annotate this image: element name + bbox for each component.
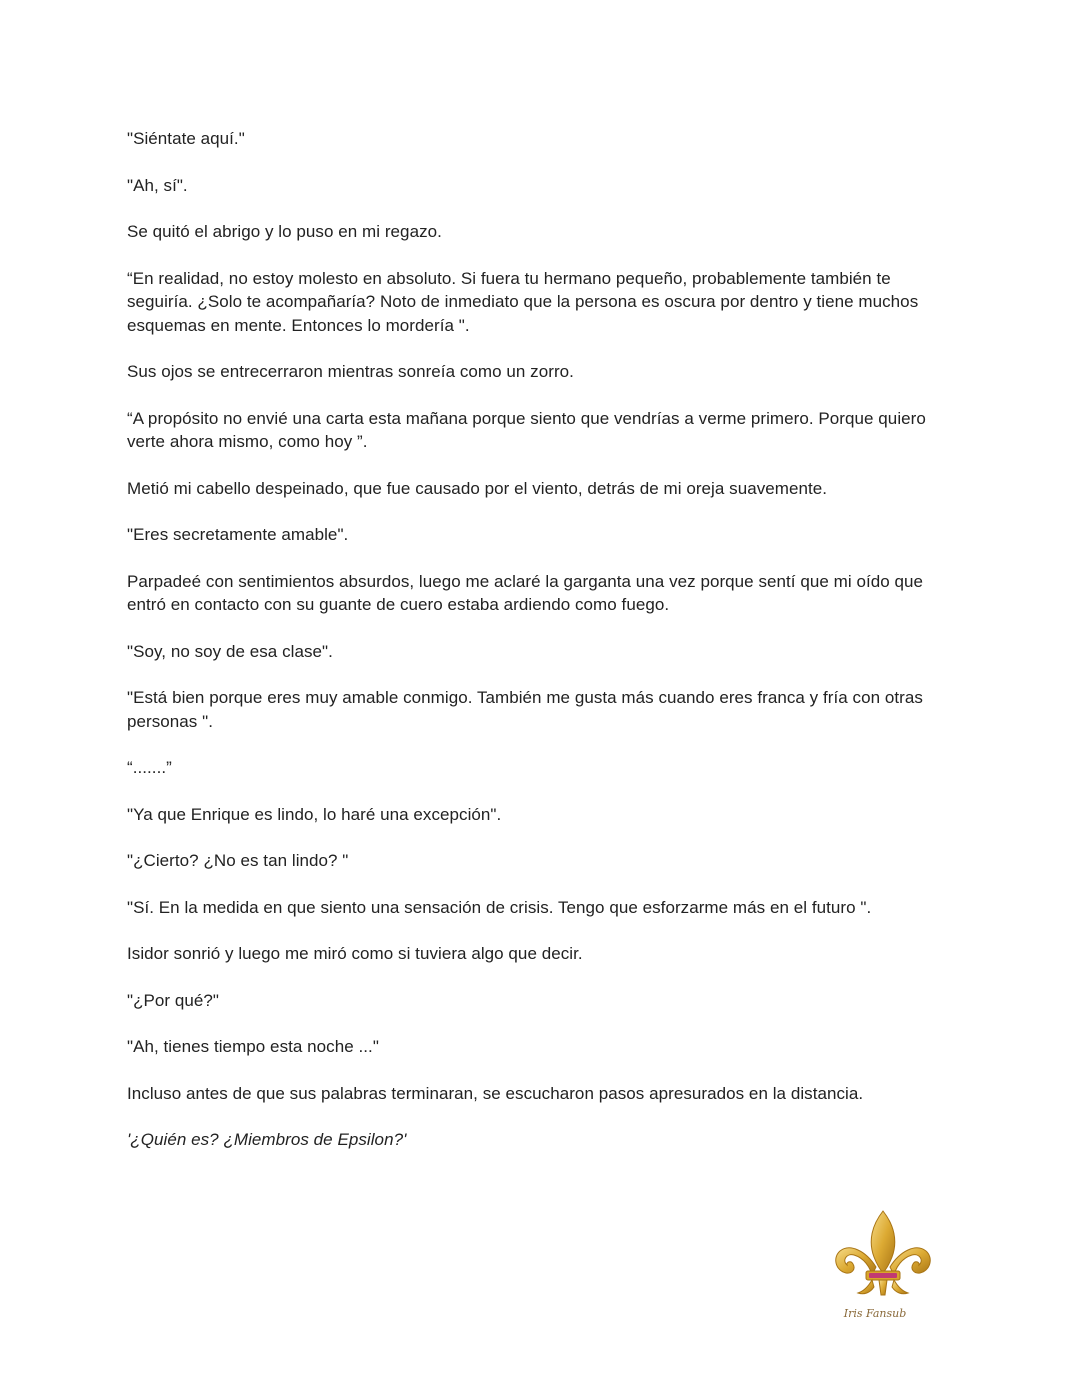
paragraph: '¿Quién es? ¿Miembros de Epsilon?' <box>127 1130 407 1149</box>
watermark-signature: Iris Fansub <box>843 1307 907 1320</box>
paragraph: “En realidad, no estoy molesto en absoluto. Si fuera tu hermano pequeño, probablemente también te seguiría. ¿Solo te acompañaría? Noto de inmediato que la persona es oscura por dentro y tiene muchos esquemas en mente. Entonces lo mordería ". <box>127 268 919 335</box>
paragraph: Se quitó el abrigo y lo puso en mi regazo. <box>127 222 442 241</box>
paragraph: Incluso antes de que sus palabras terminaran, se escucharon pasos apresurados en la distancia. <box>127 1083 864 1103</box>
paragraph: "Soy, no soy de esa clase". <box>127 641 333 661</box>
paragraph: Metió mi cabello despeinado, que fue causado por el viento, detrás de mi oreja suavemente. <box>127 478 828 498</box>
paragraph: "Sí. En la medida en que siento una sensación de crisis. Tengo que esforzarme más en el futuro ". <box>127 897 872 917</box>
document-body <box>127 127 927 1175</box>
paragraph: Isidor sonrió y luego me miró como si tuviera algo que decir. <box>127 944 583 963</box>
paragraph: "Ah, tienes tiempo esta noche ..." <box>127 1037 379 1056</box>
paragraph: "Está bien porque eres muy amable conmigo. También me gusta más cuando eres franca y fría con otras personas ". <box>127 688 923 731</box>
paragraph: Parpadeé con sentimientos absurdos, luego me aclaré la garganta una vez porque sentí que mi oído que entró en contacto con su guante de cuero estaba ardiendo como fuego. <box>127 571 924 614</box>
fleur-de-lis-icon <box>828 1207 938 1327</box>
paragraph: "Ya que Enrique es lindo, lo haré una excepción". <box>127 804 502 824</box>
paragraph: Sus ojos se entrecerraron mientras sonreía como un zorro. <box>127 362 574 381</box>
paragraph: "Siéntate aquí." <box>127 129 245 148</box>
paragraph: “A propósito no envié una carta esta mañana porque siento que vendrías a verme primero. Porque quiero verte ahora mismo, como hoy ”. <box>127 408 926 451</box>
paragraph: "Eres secretamente amable". <box>127 525 349 544</box>
watermark-logo <box>828 1207 938 1327</box>
band-accent <box>869 1273 897 1278</box>
paragraph: "¿Cierto? ¿No es tan lindo? " <box>127 851 349 870</box>
paragraph: "Ah, sí". <box>127 175 188 195</box>
paragraph: “.......” <box>127 758 172 777</box>
paragraph: "¿Por qué?" <box>127 990 219 1010</box>
